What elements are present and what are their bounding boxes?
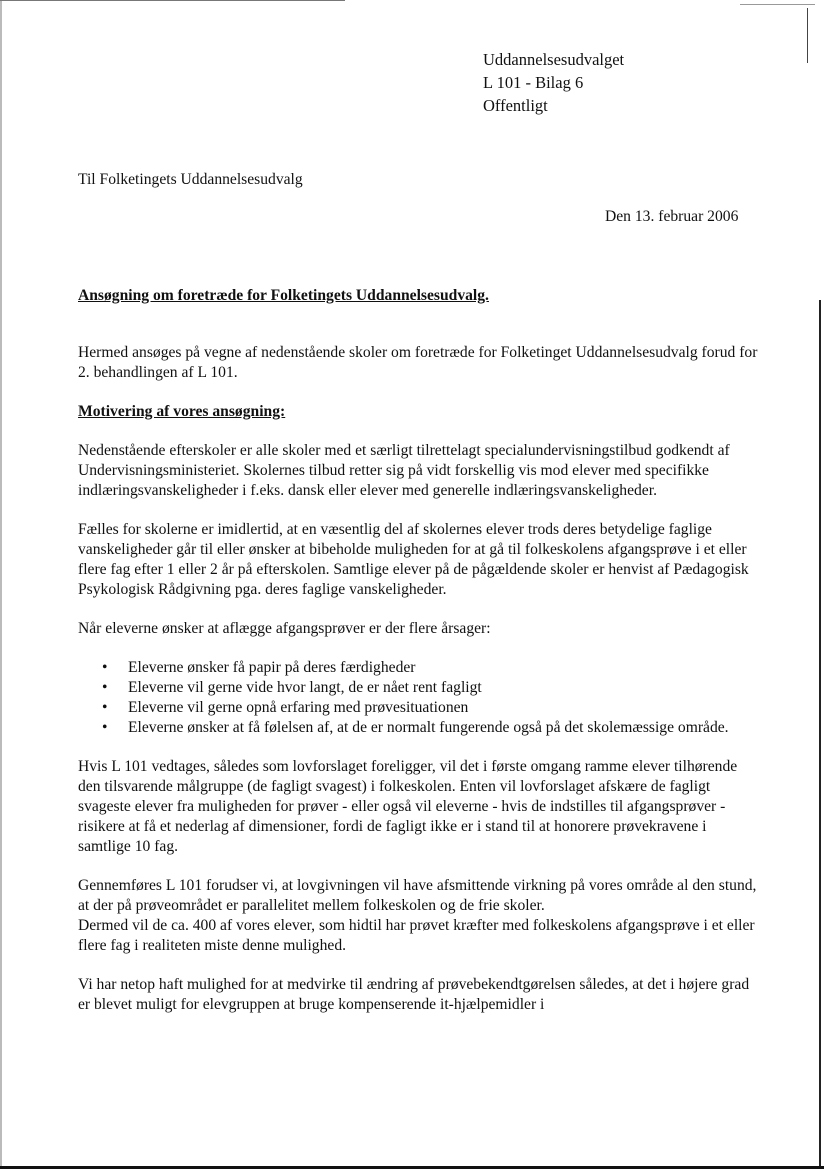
- paragraph-forecast: [78, 876, 758, 956]
- paragraph-common: Fælles for skolerne er imidlertid, at en væsentlig del af skolernes elever trods deres betydelige faglige vanskeligheder går til eller ønsker at bibeholde muligheden for at gå til folkeskolens afgangsprøve i et eller flere fag efter 1 eller 2 år på efterskolen. Samtlige elever på de pågældende skoler er henvist af Pædagogisk Psykologisk Rådgivning pga. deres faglige vanskeligheder.: [78, 521, 749, 598]
- intro-paragraph: Hermed ansøges på vegne af nedenstående skoler om foretræde for Folketinget Uddannelsesudvalg forud for 2. behandlingen af L 101.: [78, 344, 758, 381]
- paragraph-exam-rules: Vi har netop haft mulighed for at medvirke til ændring af prøvebekendtgørelsen således, at det i højere grad er blevet muligt for elevgruppen at bruge kompenserende it-hjælpemidler i: [78, 976, 750, 1013]
- bill-reference: L 101 - Bilag 6: [483, 73, 584, 92]
- reasons-list: [78, 658, 758, 738]
- list-item: • Eleverne ønsker få papir på deres færdigheder: [78, 658, 758, 678]
- paragraph-consequence: Hvis L 101 vedtages, således som lovforslaget foreligger, vil det i første omgang ramme elever tilhørende den tilsvarende målgruppe (de fagligt svagest) i folkeskolen. Enten vil lovforslaget afskære de fagligt svageste elever fra muligheden for prøver - eller også vil eleverne - hvis de indstilles til afgangsprøver - risikere at få et nederlag af dimensioner, fordi de fagligt ikke er i stand til at honorere prøvekravene i samtlige 10 fag.: [78, 758, 738, 855]
- publication-status: Offentligt: [483, 96, 548, 115]
- list-item: • Eleverne vil gerne vide hvor langt, de er nået rent fagligt: [78, 678, 758, 698]
- list-item: • Eleverne ønsker at få følelsen af, at de er normalt fungerende også på det skolemæssige område.: [78, 718, 758, 738]
- document-header-stamp: [483, 48, 624, 117]
- letter-subject: Ansøgning om foretræde for Folketingets Uddannelsesudvalg.: [78, 287, 489, 304]
- committee-name: Uddannelsesudvalget: [483, 50, 625, 69]
- scan-edge-top: [0, 0, 345, 1]
- letter-body: [78, 343, 758, 1034]
- paragraph-forecast-b: Dermed vil de ca. 400 af vores elever, som hidtil har prøvet kræfter med folkeskolens afgangsprøve i et eller flere fag i realiteten miste denne mulighed.: [78, 917, 755, 954]
- letter-date: Den 13. februar 2006: [605, 208, 739, 225]
- scan-edge-right: [819, 300, 821, 1169]
- motivation-heading: Motivering af vores ansøgning:: [78, 403, 286, 420]
- scan-edge-top-right: [740, 4, 815, 5]
- list-item: • Eleverne vil gerne opnå erfaring med prøvesituationen: [78, 698, 758, 718]
- reasons-intro: Når eleverne ønsker at aflægge afgangsprøver er der flere årsager:: [78, 620, 491, 637]
- scan-edge-left: [0, 0, 2, 1169]
- recipient-line: Til Folketingets Uddannelsesudvalg: [78, 171, 303, 188]
- paragraph-forecast-a: Gennemføres L 101 forudser vi, at lovgivningen vil have afsmittende virkning på vores område al den stund, at der på prøveområdet er parallelitet mellem folkeskolen og de frie skoler.: [78, 877, 757, 914]
- paragraph-schools: Nedenstående efterskoler er alle skoler med et særligt tilrettelagt specialundervisningstilbud godkendt af Undervisningsministeriet. Skolernes tilbud retter sig på vidt forskellig vis mod elever med specifikke indlæringsvanskeligheder i f.eks. dansk eller elever med generelle indlæringsvanskeligheder.: [78, 442, 730, 499]
- scan-edge-right-top: [807, 8, 808, 63]
